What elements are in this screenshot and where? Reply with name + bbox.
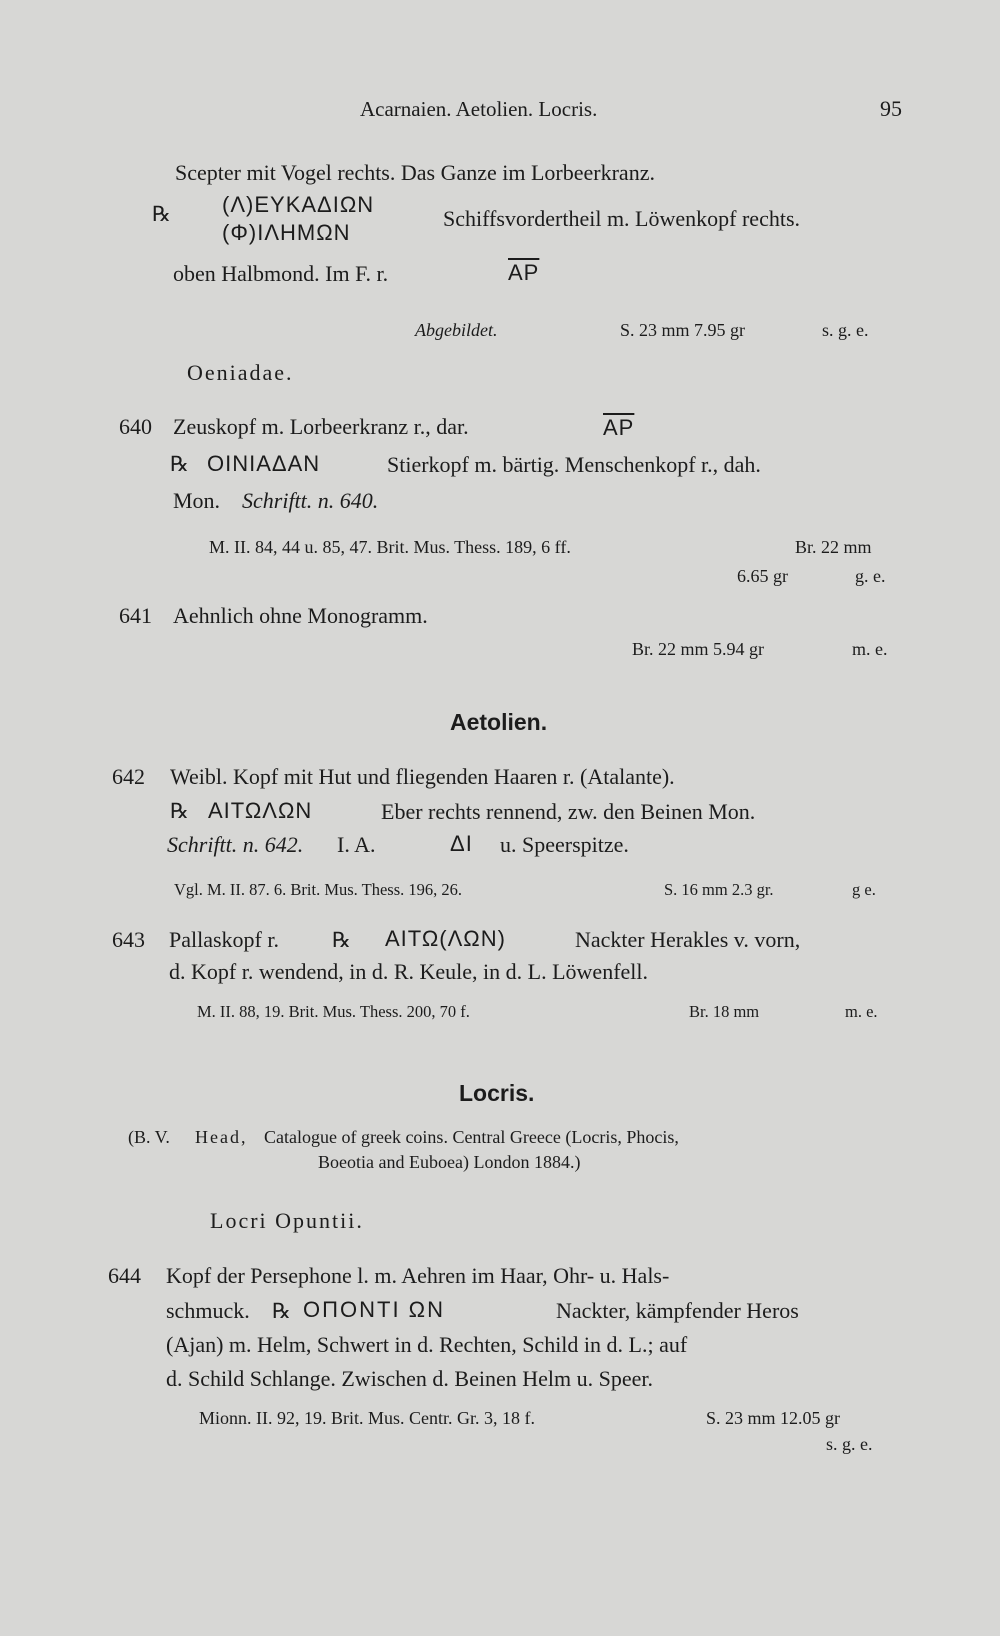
coin-legend: (Λ)ΕΥΚΑΔΙΩΝ xyxy=(222,192,375,217)
catalogue-references: M. II. 88, 19. Brit. Mus. Thess. 200, 70 f. xyxy=(197,1002,470,1021)
entry-line: I. A. xyxy=(337,832,376,857)
coin-legend: ΑΙΤΩΛΩΝ xyxy=(208,798,313,823)
entry-line: schmuck. xyxy=(166,1298,250,1323)
obverse-description: Weibl. Kopf mit Hut und fliegenden Haaren r. (Atalante). xyxy=(170,764,675,789)
entry-line: oben Halbmond. Im F. r. xyxy=(173,261,389,286)
catalogue-references: M. II. 84, 44 u. 85, 47. Brit. Mus. Thess. 189, 6 ff. xyxy=(209,537,571,557)
reverse-description: Eber rechts rennend, zw. den Beinen Mon. xyxy=(381,799,756,824)
script-reference: Schriftt. n. 640. xyxy=(242,488,379,513)
section-heading: Aetolien. xyxy=(450,709,548,735)
coin-weight: 6.65 gr xyxy=(737,566,788,586)
monogram: $\overline{AP}$ xyxy=(508,260,540,285)
bibliography-author: Head, xyxy=(195,1127,248,1147)
entry-number: 643 xyxy=(112,927,145,952)
monogram: $\overline{AP}$ xyxy=(603,415,635,440)
bibliography: Boeotia and Euboea) London 1884.) xyxy=(318,1152,581,1172)
entry-number: 641 xyxy=(119,603,152,628)
entry-number: 640 xyxy=(119,414,152,439)
entry-line: Mon. xyxy=(173,488,221,513)
coin-legend: ΑΙΤΩ(ΛΩΝ) xyxy=(385,926,506,951)
running-head: Acarnaien. Aetolien. Locris. xyxy=(360,97,598,121)
coin-legend: ΔΙ xyxy=(450,831,473,856)
reverse-description: Schiffsvordertheil m. Löwenkopf rechts. xyxy=(443,206,801,231)
rarity: s. g. e. xyxy=(822,320,869,340)
entry-line: d. Schild Schlange. Zwischen d. Beinen Helm u. Speer. xyxy=(166,1366,653,1391)
rarity: g e. xyxy=(852,880,876,899)
rarity: g. e. xyxy=(855,566,886,586)
catalogue-references: Vgl. M. II. 87. 6. Brit. Mus. Thess. 196, 26. xyxy=(174,880,462,899)
bibliography: Catalogue of greek coins. Central Greece (Locris, Phocis, xyxy=(264,1127,679,1147)
bibliography: (B. V. xyxy=(128,1127,170,1147)
entry-line: d. Kopf r. wendend, in d. R. Keule, in d. L. Löwenfell. xyxy=(169,959,649,984)
obverse-description: Pallaskopf r. xyxy=(169,927,279,952)
reverse-sign: ℞ xyxy=(332,928,351,952)
coin-size: Br. 22 mm xyxy=(795,537,872,557)
entry-number: 642 xyxy=(112,764,145,789)
reverse-sign: ℞ xyxy=(170,452,189,476)
entry-line: Aehnlich ohne Monogramm. xyxy=(173,603,428,628)
obverse-description: Zeuskopf m. Lorbeerkranz r., dar. xyxy=(173,414,469,439)
entry-line: (Ajan) m. Helm, Schwert in d. Rechten, Schild in d. L.; auf xyxy=(166,1332,688,1357)
coin-size-weight: Br. 22 mm 5.94 gr xyxy=(632,639,765,659)
coin-legend: ΟΠΟΝΤΙ ΩΝ xyxy=(303,1297,445,1322)
rarity: m. e. xyxy=(852,639,888,659)
coin-size-weight: S. 23 mm 12.05 gr xyxy=(706,1408,841,1428)
reverse-description: Nackter Herakles v. vorn, xyxy=(575,927,801,952)
coin-size: Br. 18 mm xyxy=(689,1002,760,1021)
entry-line: Scepter mit Vogel rechts. Das Ganze im Lorbeerkranz. xyxy=(175,160,655,185)
entry-line: u. Speerspitze. xyxy=(500,832,629,857)
section-subheading: Oeniadae. xyxy=(187,360,294,385)
coin-legend: (Φ)ΙΛΗΜΩΝ xyxy=(222,220,351,245)
reverse-description: Nackter, kämpfender Heros xyxy=(556,1298,799,1323)
section-heading: Locris. xyxy=(459,1080,535,1106)
reverse-sign: ℞ xyxy=(152,202,171,226)
rarity: s. g. e. xyxy=(826,1434,873,1454)
page-number: 95 xyxy=(880,96,902,121)
figure-note: Abgebildet. xyxy=(415,320,498,340)
entry-number: 644 xyxy=(108,1263,141,1288)
obverse-description: Kopf der Persephone l. m. Aehren im Haar, Ohr- u. Hals- xyxy=(166,1263,670,1288)
coin-size-weight: S. 23 mm 7.95 gr xyxy=(620,320,746,340)
reverse-sign: ℞ xyxy=(170,799,189,823)
rarity: m. e. xyxy=(845,1002,878,1021)
catalogue-references: Mionn. II. 92, 19. Brit. Mus. Centr. Gr. 3, 18 f. xyxy=(199,1408,535,1428)
script-reference: Schriftt. n. 642. xyxy=(167,832,304,857)
reverse-description: Stierkopf m. bärtig. Menschenkopf r., dah. xyxy=(387,452,761,477)
reverse-sign: ℞ xyxy=(272,1299,291,1323)
coin-legend: ΟΙΝΙΑΔΑΝ xyxy=(207,451,321,476)
coin-size-weight: S. 16 mm 2.3 gr. xyxy=(664,880,774,899)
section-subheading: Locri Opuntii. xyxy=(210,1208,364,1233)
